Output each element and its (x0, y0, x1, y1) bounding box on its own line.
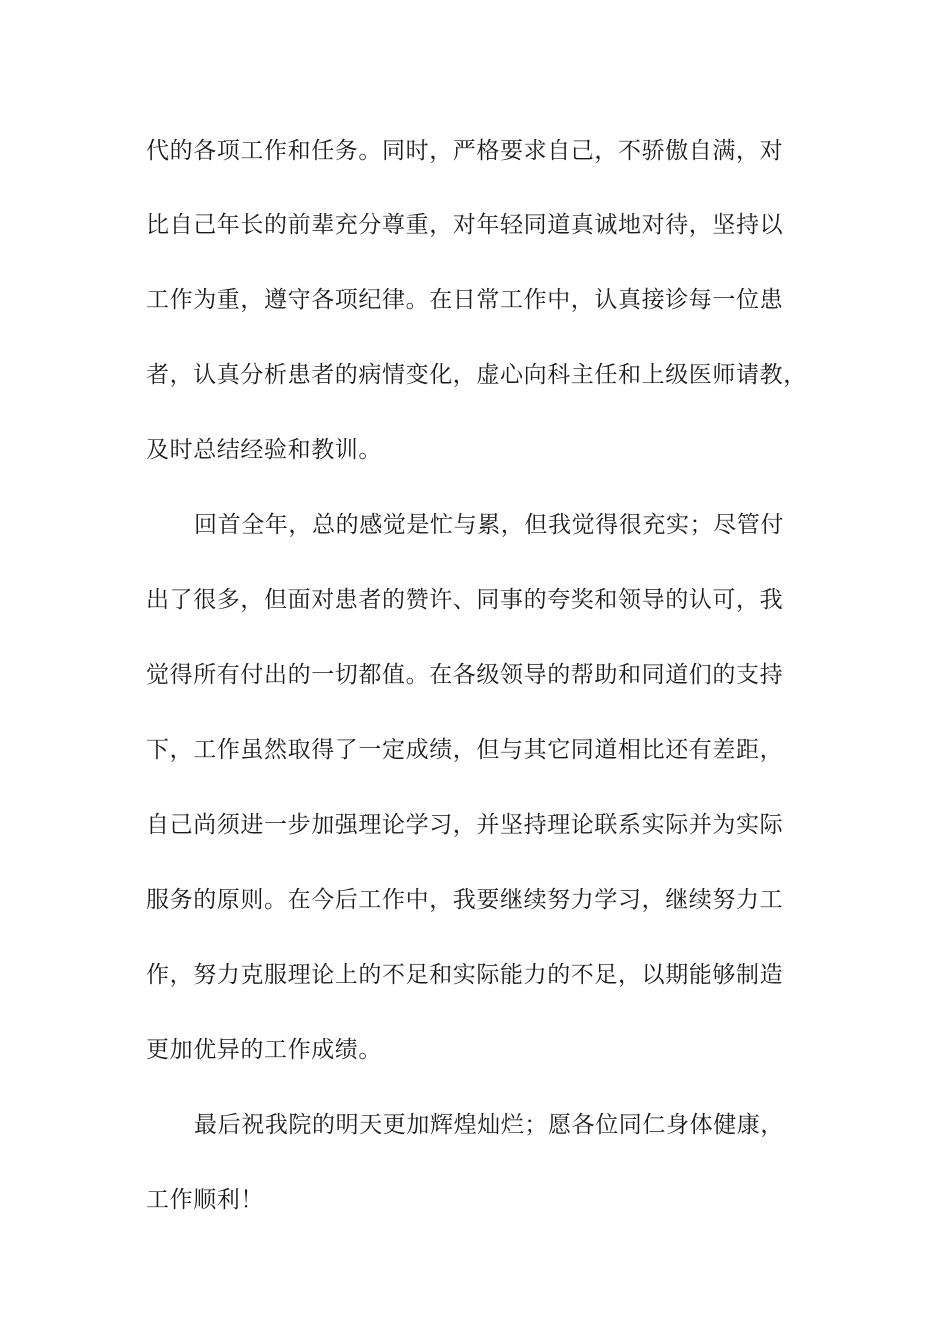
paragraph-2-line-6: 服务的原则。在今后工作中，我要继续努力学习，继续努力工 (146, 887, 784, 913)
paragraph-1-line-4: 者，认真分析患者的病情变化，虚心向科主任和上级医师请教， (146, 362, 807, 388)
paragraph-2-line-5: 自己尚须进一步加强理论学习，并坚持理论联系实际并为实际 (146, 812, 784, 838)
paragraph-2-line-1: 回首全年，总的感觉是忙与累，但我觉得很充实；尽管付 (194, 512, 784, 538)
paragraph-1-line-2: 比自己年长的前辈充分尊重，对年轻同道真诚地对待，坚持以 (146, 212, 784, 238)
paragraph-2-line-4: 下，工作虽然取得了一定成绩，但与其它同道相比还有差距， (146, 737, 784, 763)
paragraph-1-line-1: 代的各项工作和任务。同时，严格要求自己，不骄傲自满，对 (146, 138, 784, 164)
paragraph-3-line-2: 工作顺利！ (146, 1187, 264, 1213)
paragraph-1-line-5: 及时总结经验和教训。 (146, 437, 382, 463)
paragraph-2-line-3: 觉得所有付出的一切都值。在各级领导的帮助和同道们的支持 (146, 662, 784, 688)
paragraph-3-line-1: 最后祝我院的明天更加辉煌灿烂；愿各位同仁身体健康， (194, 1112, 784, 1138)
paragraph-2-line-7: 作，努力克服理论上的不足和实际能力的不足，以期能够制造 (146, 962, 784, 988)
paragraph-2-line-2: 出了很多，但面对患者的赞许、同事的夸奖和领导的认可，我 (146, 587, 784, 613)
paragraph-2-line-8: 更加优异的工作成绩。 (146, 1037, 382, 1063)
paragraph-1-line-3: 工作为重，遵守各项纪律。在日常工作中，认真接诊每一位患 (146, 287, 784, 313)
